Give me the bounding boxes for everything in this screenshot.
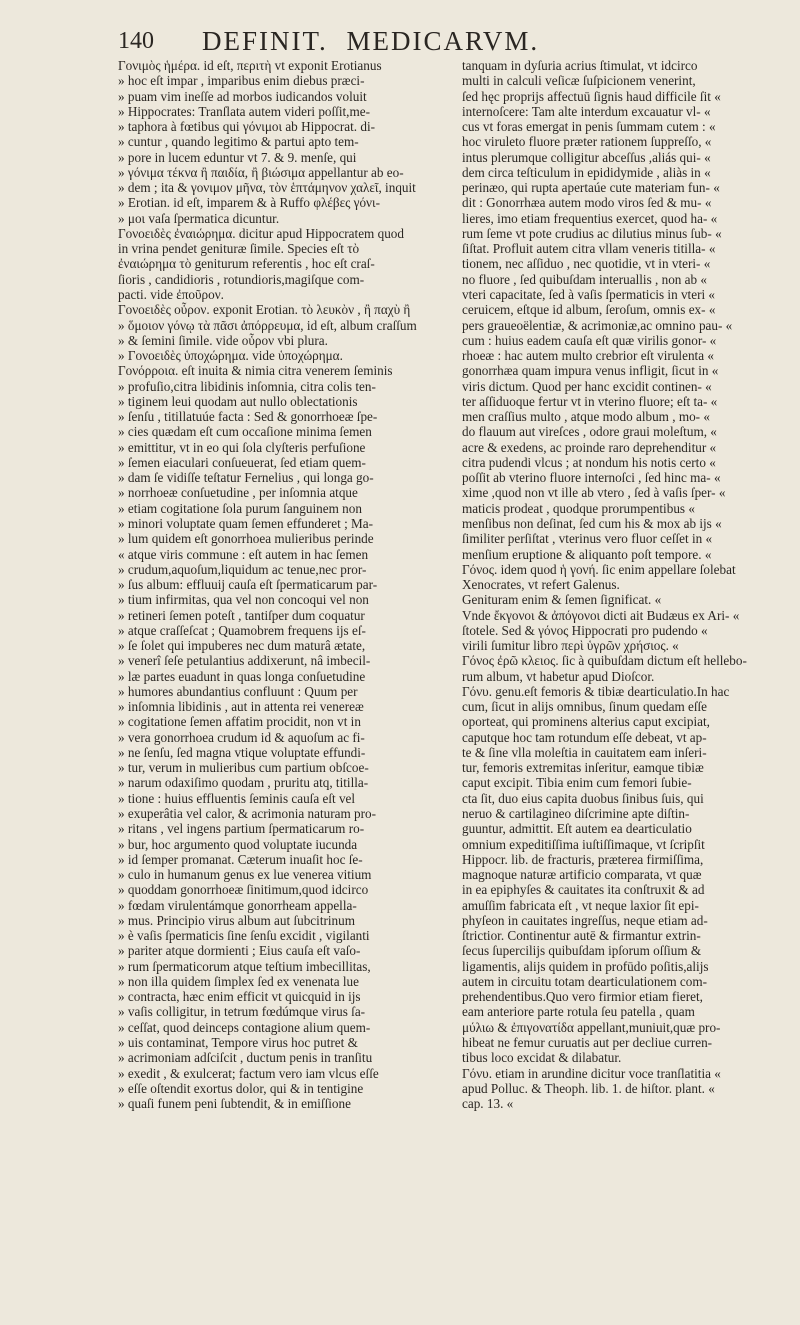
text-line: guuntur, admittit. Eſt autem ea dearticulatio	[462, 821, 692, 837]
text-line: ſioris , candidioris , rotundioris,magiſque com-	[118, 271, 365, 287]
text-line: » acrimoniam adſciſcit , ductum penis in tranſitu	[118, 1050, 373, 1066]
text-line: » tiginem leui quodam aut nullo oblectationis	[118, 393, 358, 409]
text-line: » cies quædam eſt cum occaſione minima ſemen	[118, 424, 372, 440]
text-line: » rum ſpermaticorum atque teſtium imbecillitas,	[118, 958, 371, 974]
text-line: vteri capacitate, ſed à vaſis ſpermaticis in vteri «	[462, 286, 716, 302]
text-line: μύλιω & ἐπιγονατίδα appellant,muniuit,quæ pro-	[462, 1019, 721, 1035]
text-line: » humores abundantius confluunt : Quum per	[118, 683, 358, 699]
text-line: Γονιμὸς ἡμέρα. id eſt, περιτὴ vt exponit Erotianus	[118, 58, 382, 73]
text-line: caput excipit. Tibia enim cum femori ſubie-	[462, 775, 692, 791]
text-line: » Erotian. id eſt, imparem & à Ruffo φλέβες γόνι-	[118, 195, 380, 211]
text-line: Γόνος. idem quod ἡ γονή. ſic enim appellare ſolebat	[462, 561, 736, 577]
text-line: cum, ſicut in alijs omnibus, ſinum quedam eſſe	[462, 699, 708, 715]
text-line: » ſenſu , titillatuúe facta : Sed & gonorrhoeæ ſpe-	[118, 409, 378, 425]
text-line: eam anteriore parte rotula ſeu patella , quam	[462, 1004, 695, 1020]
text-line: » exuperâtia vel calor, & acrimonia naturam pro-	[118, 806, 376, 822]
text-line: » atque craſſeſcat ; Quamobrem frequens ijs eſ-	[118, 622, 366, 638]
text-line: » ſe ſolet qui impuberes nec dum maturâ ætate,	[118, 638, 366, 654]
text-line: Γόνος ἐρῶ κλειος. ſic à quibuſdam dictum eſt hellebo-	[462, 653, 747, 669]
text-line: cus vt foras emergat in penis ſummam cutem : «	[462, 119, 716, 135]
text-line: in vrina pendet genituræ ſimile. Species eſt τὸ	[118, 241, 360, 257]
text-line: » ſus album: effluuij cauſa eſt ſpermaticarum par-	[118, 577, 378, 593]
text-line: gonorrhæa quam impura venus infligit, ſicut in «	[462, 363, 719, 379]
text-line: maticis prodeat , quodque prorumpentibus «	[462, 500, 695, 516]
text-line: ſimiliter perſiſtat , vterinus vero fluor ceſſet in «	[462, 531, 713, 547]
text-line: » μοι vaſa ſpermatica dicuntur.	[118, 210, 280, 226]
text-line: ſtrictior. Continentur autē & firmantur extrin-	[462, 928, 701, 944]
text-line: » Γονοειδὲς ὑποχώρημα. vide ὑποχώρημα.	[118, 348, 343, 364]
text-line: oporteat, qui prominens alterius caput excipiat,	[462, 714, 710, 730]
text-line: menſibus non deſinat, ſed cum his & mox ab ijs «	[462, 515, 722, 531]
text-line: » dam ſe vidiſſe teſtatur Fernelius , qui longa go-	[118, 470, 374, 486]
text-line: » contracta, hæc enim efficit vt quicquid in ijs	[118, 989, 361, 1005]
text-line: » & ſemini ſimile. vide οὖρον vbi plura.	[118, 332, 328, 348]
text-line: rhoeæ : hac autem multo crebrior eſt virulenta «	[462, 348, 714, 364]
text-line: » pariter atque dormienti ; Eius cauſa eſt vaſo-	[118, 943, 361, 959]
text-line: do flauum aut vireſces , odore graui moleſtum, «	[462, 424, 717, 440]
text-line: » id ſemper promanat. Cæterum inuaſit hoc ſe-	[118, 851, 363, 867]
right-column	[462, 58, 800, 1111]
text-line: » uis contaminat, Tempore virus hoc putret &	[118, 1035, 358, 1050]
text-line: » ὅμοιον γόνῳ τὰ πᾶσι ἀπόρρευμα, id eſt, album craſſum	[118, 317, 417, 333]
text-line: » hoc eſt impar , imparibus enim diebus præci-	[118, 73, 365, 89]
text-line: » puam vim ineſſe ad morbos iudicandos voluit	[118, 88, 367, 104]
text-line: in ea epiphyſes & cauitates ita conſtruxit & ad	[462, 882, 705, 898]
text-line: Genituram enim & ſemen ſignificat. «	[462, 592, 662, 608]
text-line: » tione : huius effluentis ſeminis cauſa eſt vel	[118, 790, 356, 806]
text-line: » lum quidem eſt gonorrhoea mulieribus perinde	[118, 531, 374, 547]
text-line: Vnde ἔκγονοι & ἀπόγονοι dicti ait Budæus ex Ari- «	[462, 607, 740, 623]
text-line: » venerî ſeſe petulantius addixerunt, nâ imbecil-	[118, 653, 371, 669]
text-line: ſiſtat. Profluit autem citra vllam veneris titilla- «	[462, 241, 716, 257]
text-line: » quaſi funem peni ſubtendit, & in emiſſione	[118, 1096, 351, 1112]
text-line: xime ,quod non vt ille ab vtero , ſed à vaſis ſper- «	[462, 485, 726, 501]
text-line: internoſcere: Tam alte interdum excauatur vl- «	[462, 103, 711, 119]
text-line: magnoque naturæ artificio comparata, vt quæ	[462, 867, 702, 883]
text-line: « atque viris commune : eſt autem in hac ſemen	[118, 546, 369, 562]
text-line: ligamentis, alijs quidem in profūdo poſitis,alijs	[462, 958, 709, 974]
text-line: Γονοειδὲς ἐναιώρημα. dicitur apud Hippocratem quod	[118, 225, 404, 241]
text-line: apud Polluc. & Theoph. lib. 1. de hiſtor. plant. «	[462, 1080, 715, 1096]
text-line: ceruicem, eſtque id album, ſeroſum, omnis ex- «	[462, 302, 716, 318]
text-line: » tium infirmitas, qua vel non concoqui vel non	[118, 592, 369, 608]
running-title: DEFINIT. MEDICARVM.	[202, 26, 540, 56]
text-line: tibus loco excidat & dilabatur.	[462, 1050, 622, 1066]
text-line: » pore in lucem eduntur vt 7. & 9. menſe, qui	[118, 149, 357, 165]
text-line: pers graueoëlentiæ, & acrimoniæ,ac omnino pau- «	[462, 317, 733, 333]
text-line: perinæo, qui rupta apertaúe cute materiam fun- «	[462, 180, 720, 196]
text-line: » non illa quidem ſimplex ſed ex venenata lue	[118, 973, 359, 989]
text-line: » crudum,aquoſum,liquidum ac tenue,nec pror-	[118, 561, 367, 577]
text-line: neruo & cartilagineo diſcrimine apte diſtin-	[462, 806, 690, 822]
text-line: » profuſio,citra libidinis inſomnia, citra colis ten-	[118, 378, 376, 394]
text-line: phyſeon in cauitates ingreſſus, neque etiam ad-	[462, 912, 708, 928]
page-header	[118, 26, 698, 54]
text-line: multi in calculi veſicæ ſuſpicionem venerint,	[462, 73, 696, 89]
text-line: » ritans , vel ingens partium ſpermaticarum ro-	[118, 821, 365, 837]
text-line: » eſſe oſtendit exortus dolor, qui & in tentigine	[118, 1080, 364, 1096]
text-line: te & ſine vlla moleſtia in cauitatem eam inſeri-	[462, 744, 707, 760]
text-line: » è vaſis ſpermaticis ſine ſenſu excidit , vigilanti	[118, 928, 370, 944]
text-line: » emittitur, vt in eo qui ſola clyſteris perfuſione	[118, 439, 366, 455]
text-line: omnium expeditiſſima iuſtiſſimaque, vt ſcripſit	[462, 836, 705, 852]
text-line: » norrhoeæ conſuetudine , per inſomnia atque	[118, 485, 358, 501]
text-line: » ceſſat, quod deinceps contagione alium quem-	[118, 1019, 371, 1035]
text-line: amuſſim fabricata eſt , vt neque laxior ſit epi-	[462, 897, 699, 913]
text-line: » cuntur , quando legitimo & partui apto tem-	[118, 134, 359, 150]
text-line: » cogitatione ſemen affatim procidit, non vt in	[118, 714, 361, 730]
text-line: » bur, hoc argumento quod voluptate iucunda	[118, 836, 358, 852]
text-line: Γονοειδὲς οὖρον. exponit Erotian. τὸ λευκὸν , ἢ παχὺ ἢ	[118, 302, 411, 318]
text-line: » exedit , & exulcerat; factum vero iam vlcus eſſe	[118, 1065, 379, 1081]
text-line: » retineri ſemen poteſt , tantiſper dum coquatur	[118, 607, 365, 623]
text-line: men craſſius multo , atque modo album , mo- «	[462, 409, 710, 425]
text-line: viris dictum. Quod per hanc excidit continen- «	[462, 378, 712, 394]
text-line: lieres, imo etiam frequentius exercet, quod ha- «	[462, 210, 718, 226]
text-line: hibeat ne femur curuatis aut per decliue curren-	[462, 1035, 713, 1050]
text-line: » inſomnia libidinis , aut in attenta rei venereæ	[118, 699, 364, 715]
text-line: poſſit ab vterino fluore internoſci , ſed hinc ma- «	[462, 470, 721, 486]
left-column	[118, 58, 456, 1111]
text-line: cap. 13. «	[462, 1096, 514, 1112]
text-line: tionem, nec aſſiduo , nec quotidie, vt in vteri- «	[462, 256, 711, 272]
text-line: » culo in humanum genus ex lue venerea vitium	[118, 867, 372, 883]
text-line: tanquam in dyſuria acrius ſtimulat, vt idcirco	[462, 58, 698, 73]
text-line: Γόνυ. etiam in arundine dicitur voce tranſlatitia «	[462, 1065, 721, 1081]
text-line: ἐναιώρημα τὸ geniturum referentis , hoc eſt craſ-	[118, 256, 375, 272]
text-line: pacti. vide ἐποῦρον.	[118, 286, 224, 302]
text-line: » læ partes euadunt in quas longa conſuetudine	[118, 668, 366, 684]
text-line: dem circa teſticulum in epididymide , aliàs in «	[462, 164, 711, 180]
text-line: no fluore , ſed quibuſdam interuallis , non ab «	[462, 271, 708, 287]
text-line: autem in circuitu totam dearticulationem com-	[462, 973, 707, 989]
text-line: prehendentibus.Quo vero firmior etiam fieret,	[462, 989, 703, 1005]
text-line: virili ſumitur libro περὶ ὑγρῶν χρήσιος. «	[462, 638, 679, 654]
page-number: 140	[118, 28, 154, 54]
text-line: acre & exedens, ac proinde raro deprehenditur «	[462, 439, 717, 455]
text-line: ſecus ſupercilijs quibuſdam ipſorum oſſium &	[462, 943, 702, 959]
text-line: » etiam cogitatione ſola purum ſanguinem non	[118, 500, 362, 516]
text-line: citra pudendi vlcus ; at nondum his notis certo «	[462, 454, 716, 470]
text-line: » fœdam virulentámque gonorrheam appella-	[118, 897, 357, 913]
text-line: hoc viruleto fluore præter rationem ſuppreſſo, «	[462, 134, 712, 150]
text-line: cum : huius eadem cauſa eſt quæ virilis gonor- «	[462, 332, 717, 348]
text-line: » vera gonorrhoea crudum id & aquoſum ac fi-	[118, 729, 365, 745]
text-line: » ne ſenſu, ſed magna vtique voluptate effundi-	[118, 744, 366, 760]
text-line: cta ſit, duo eius capita duobus ſinibus ſuis, qui	[462, 790, 704, 806]
text-line: ſtotele. Sed & γόνος Hippocrati pro pudendo «	[462, 622, 708, 638]
text-line: Γονόρροια. eſt inuita & nimia citra venerem ſeminis	[118, 363, 393, 379]
text-line: » tur, verum in mulieribus cum partium obſcoe-	[118, 760, 369, 776]
text-line: » quoddam gonorrhoeæ ſinitimum,quod idcirco	[118, 882, 369, 898]
text-line: » minori voluptate quam ſemen effunderet ; Ma-	[118, 515, 374, 531]
text-line: » γόνιμα τέκνα ἢ παιδία, ἢ βιώσιμα appellantur ab eo-	[118, 164, 404, 180]
text-line: intus plerumque colligitur abceſſus ,aliás qui- «	[462, 149, 711, 165]
text-line: dit : Gonorrhæa autem modo viros ſed & mu- «	[462, 195, 712, 211]
text-line: menſium eruptione & aliquanto poſt tempore. «	[462, 546, 712, 562]
text-line: » vaſis colligitur, in tetrum fœdúmque virus ſa-	[118, 1004, 366, 1020]
text-line: tur, femoris extremitas inſeritur, eamque tibiæ	[462, 760, 704, 776]
text-line: » mus. Principio virus album aut ſubcitrinum	[118, 912, 355, 928]
text-line: rum album, vt habetur apud Dioſcor.	[462, 668, 655, 684]
text-line: caputque hoc tam rotundum eſſe debeat, vt ap-	[462, 729, 707, 745]
text-line: » ſemen eiaculari conſueuerat, ſed etiam quem-	[118, 454, 366, 470]
text-line: rum ſeme vt pote crudius ac dilutius minus ſub- «	[462, 225, 722, 241]
text-line: Γόνυ. genu.eſt femoris & tibiæ dearticulatio.In hac	[462, 683, 730, 699]
text-line: » dem ; ita & γονιμον μῆνα, τὸν ἑπτάμηνον χαλεῖ, inquit	[118, 180, 416, 196]
text-line: Xenocrates, vt refert Galenus.	[462, 577, 620, 593]
text-line: » taphora à fœtibus qui γόνιμοι ab Hippocrat. di-	[118, 119, 376, 135]
text-line: » narum odaxiſimo quodam , pruritu atq, titilla-	[118, 775, 369, 791]
text-line: » Hippocrates: Tranſlata autem videri poſſit,me-	[118, 103, 370, 119]
text-line: Hippocr. lib. de fracturis, præterea firmiſſima,	[462, 851, 704, 867]
text-line: ter aſſiduoque fertur vt in vterino fluore; eſt ta- «	[462, 393, 718, 409]
text-line: ſed hęc proprijs affectuū ſignis haud difficile ſit «	[462, 88, 721, 104]
